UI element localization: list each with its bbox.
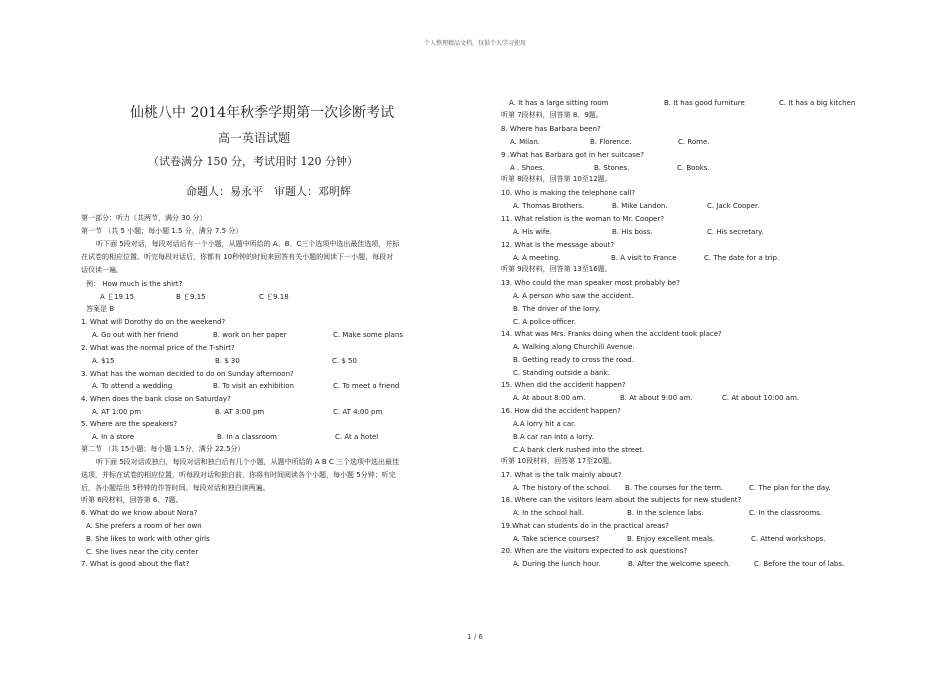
option: B. work on her paper	[213, 331, 287, 339]
option: C. AT 4:00 pm	[333, 408, 383, 416]
option: C. Jack Cooper.	[707, 202, 760, 210]
question: 6. What do we know about Nora?	[81, 509, 198, 517]
instruction-text: 话仅读一遍。	[81, 266, 123, 274]
option: C. The plan for the day.	[749, 484, 831, 492]
option: C. In the classrooms.	[749, 509, 823, 517]
option: C.A bank clerk rushed into the street.	[513, 446, 645, 454]
option: B. Getting ready to cross the road.	[513, 356, 634, 364]
material-note: 听第 7段材料，回答第 8、9题。	[501, 111, 603, 119]
instruction-text: 后，各小题给出 5秒钟的作答时间。每段对话和独白读两遍。	[81, 484, 270, 492]
question: 10. Who is making the telephone call?	[501, 189, 636, 197]
question: 8. Where has Barbara been?	[501, 125, 601, 133]
option: B. To visit an exhibition	[213, 382, 294, 390]
option: A. AT 1:00 pm	[92, 408, 142, 416]
option: A. Take science courses?	[513, 535, 600, 543]
material-note: 听第 10段材料，回答第 17至20题。	[501, 457, 617, 465]
question: 7. What is good about the flat?	[81, 560, 190, 568]
option: B ￡9.15	[176, 293, 206, 301]
option: C. Books.	[677, 164, 710, 172]
option: B. At about 9:00 am.	[620, 394, 693, 402]
option: A. His wife.	[513, 228, 552, 236]
question: 2. What was the normal price of the T-shirt?	[81, 344, 235, 352]
option: A. It has a large sitting room	[509, 99, 609, 107]
question: 19.What can students do in the practical areas?	[501, 522, 669, 530]
question: 5. Where are the speakers?	[81, 420, 178, 428]
section-heading: 第一节 （共 5 小题；每小题 1.5 分，满分 7.5 分）	[81, 227, 243, 235]
option: C. To meet a friend	[333, 382, 400, 390]
question: 1. What will Dorothy do on the weekend?	[81, 318, 226, 326]
question: 4. When does the bank close on Saturday?	[81, 395, 231, 403]
question: 3. What has the woman decided to do on Sunday afternoon?	[81, 370, 294, 378]
example-question: 例： How much is the shirt?	[86, 280, 183, 288]
option: A. At about 8:00 am.	[513, 394, 586, 402]
section-heading: 第二节 （共 15小题；每小题 1.5分，满分 22.5分）	[81, 445, 245, 453]
option: A. She prefers a room of her own	[86, 522, 202, 530]
option: B.A car ran into a lorry.	[513, 433, 594, 441]
option: A. During the lunch hour.	[513, 560, 601, 568]
section-heading: 第一部分：听力（共两节，满分 30 分）	[81, 214, 207, 222]
option: A . Shoes.	[510, 164, 545, 172]
option: C. At a hotel	[335, 433, 379, 441]
score-info: （试卷满分 150 分，考试用时 120 分钟）	[148, 155, 358, 168]
option: C. Standing outside a bank.	[513, 369, 610, 377]
option: C ￡9.18	[259, 293, 289, 301]
option: B. His boss.	[612, 228, 653, 236]
material-note: 听第 6段材料，回答第 6、7题。	[81, 496, 183, 504]
option: B. After the welcome speech.	[628, 560, 731, 568]
option: C. It has a big kitchen	[779, 99, 856, 107]
option: A. A meeting.	[513, 254, 561, 262]
option: B. Stones.	[594, 164, 630, 172]
option: B. The driver of the lorry.	[513, 305, 601, 313]
question: 12. What is the message about?	[501, 241, 615, 249]
material-note: 听第 9段材料，回答第 13至16题。	[501, 265, 612, 273]
option: B. Enjoy excellent meals.	[627, 535, 715, 543]
question: 11. What relation is the woman to Mr. Cooper?	[501, 215, 664, 223]
option: A. Thomas Brothers.	[513, 202, 585, 210]
option: A. In a store	[92, 433, 135, 441]
option: B. Mike Landon.	[612, 202, 668, 210]
authors-line: 命题人：易永平 审题人：邓明辉	[186, 185, 351, 198]
option: A ￡19.15	[100, 293, 135, 301]
instruction-text: 选项，并标在试卷的相应位置，听每段对话和独白前，你将有时间阅读各个小题，每小题 5分钟；听完	[81, 471, 396, 479]
option: B. It has good furniture	[664, 99, 745, 107]
option: B. AT 3:00 pm	[215, 408, 265, 416]
option: B. Florence.	[590, 138, 632, 146]
question: 9 .What has Barbara got in her suitcase?	[501, 151, 644, 159]
option: B. The courses for the term.	[625, 484, 724, 492]
option: C. Rome.	[678, 138, 710, 146]
question: 16. How did the accident happen?	[501, 407, 621, 415]
option: C. $ 50	[332, 357, 357, 365]
exam-title: 仙桃八中 2014年秋季学期第一次诊断考试	[130, 105, 395, 121]
option: B. A visit to France	[611, 254, 677, 262]
option: C. At about 10:00 am.	[722, 394, 800, 402]
instruction-text: 听下面 5段对话，每段对话后有一个小题，从题中所给的 A、B、C三个选项中选出最佳选项，并标	[96, 240, 400, 248]
example-answer: 答案是 B	[86, 305, 115, 313]
question: 20. When are the visitors expected to ask questions?	[501, 547, 688, 555]
exam-subtitle: 高一英语试题	[218, 131, 291, 145]
option: A. The history of the school.	[513, 484, 612, 492]
option: B. $ 30	[215, 357, 240, 365]
question: 17. What is the talk mainly about?	[501, 471, 622, 479]
option: C. His secretary.	[707, 228, 764, 236]
option: A. Go out with her friend	[92, 331, 179, 339]
option: C. She lives near the city center	[86, 548, 199, 556]
question: 14. What was Mrs. Franks doing when the accident took place?	[501, 330, 722, 338]
option: C. Make some plans	[333, 331, 404, 339]
question: 15. When did the accident happen?	[501, 381, 626, 389]
option: A. To attend a wedding	[92, 382, 173, 390]
option: A. Milan.	[510, 138, 540, 146]
option: A. A person who saw the accident.	[513, 292, 634, 300]
option: C. Before the tour of labs.	[754, 560, 845, 568]
option: A. In the school hall.	[513, 509, 585, 517]
instruction-text: 听下面 5段对话或独白，每段对话和独白后有几个小题，从题中所给的 A B C 三个选项中选出最佳	[96, 458, 400, 466]
option: A. Walking along Churchill Avenue.	[513, 343, 635, 351]
option: C. The date for a trip.	[704, 254, 780, 262]
option: C. Attend workshops.	[751, 535, 826, 543]
page-header: 个人整理精品文档，仅供个人学习使用	[423, 40, 526, 47]
option: C. A police officer.	[513, 318, 577, 326]
option: A. $15	[92, 357, 115, 365]
question: 18. Where can the visitors leam about the subjects for new student?	[501, 496, 742, 504]
material-note: 听第 8段材料，回答第 10至12题。	[501, 175, 612, 183]
page-number: 1 / 6	[467, 633, 483, 641]
option: B. In the science labs.	[627, 509, 704, 517]
option: B. She likes to work with other girls	[86, 535, 210, 543]
option: B. In a classroom	[217, 433, 277, 441]
instruction-text: 在试卷的相应位置。听完每段对话后，你都有 10秒钟的时间来回答有关小题的阅读下一小题，每段对	[81, 253, 394, 261]
question: 13. Who could the man speaker most probably be?	[501, 279, 680, 287]
option: A.A lorry hit a car.	[513, 420, 576, 428]
